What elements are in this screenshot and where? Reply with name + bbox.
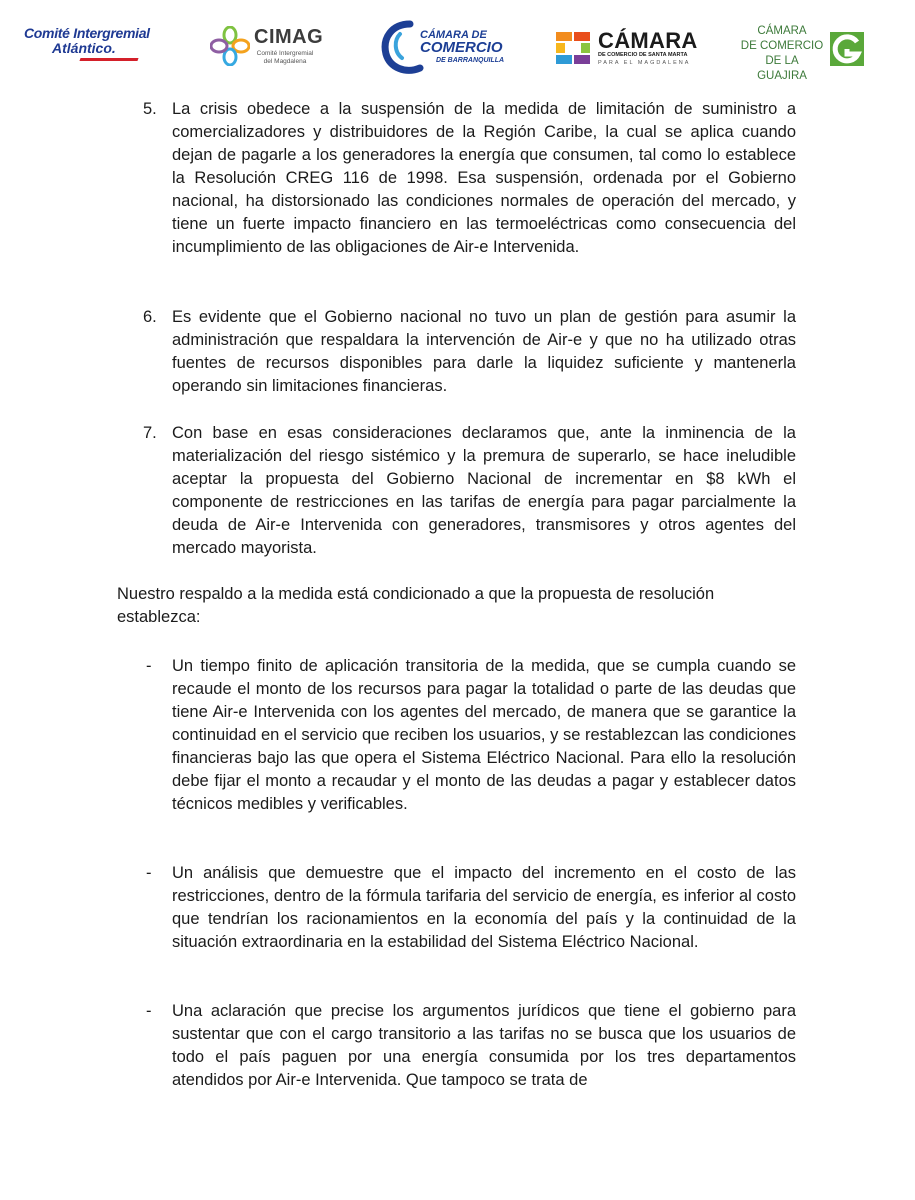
bullet-item-text: Un tiempo finito de aplicación transitoria de la medida, que se cumpla cuando se recaude el monto de los recursos para pagar la totalidad o parte de las deudas que tiene Air-e Intervenida con los agentes del mercado, de manera que se garantice la continuidad en el servicio que reciben los usuarios, y se restablezcan las condiciones financieras bajo las que opera el Sistema Eléctrico Nacional. Para ello la resolución debe fijar el monto a recaudar y el monto de las deudas a pagar y establecer datos técnicos medibles y verificables. bbox=[172, 657, 796, 813]
csm-blocks-icon bbox=[554, 30, 592, 66]
ccb-logo-line2: COMERCIO bbox=[420, 39, 503, 56]
camara-comercio-barranquilla-logo bbox=[380, 20, 510, 76]
bullet-marker: - bbox=[146, 657, 152, 675]
ccb-logo-line3: DE BARRANQUILLA bbox=[436, 57, 505, 64]
bullet-item-text: Una aclaración que precise los argumentos jurídicos que tiene el gobierno para sustentar que con el cargo transitorio a las tarifas no se busca que los usuarios de todo el país paguen por una energía consumida por los tres departamentos atendidos por Air-e Intervenida. Que tampoco se trata de bbox=[172, 1002, 796, 1089]
list-item-number: 7. bbox=[143, 424, 157, 442]
cimag-logo-subtitle: Comité Intergremial del Magdalena bbox=[256, 50, 314, 65]
ccg-logo-line2: DE COMERCIO bbox=[740, 40, 824, 52]
comite-logo-line2: Atlántico. bbox=[52, 40, 116, 56]
comite-logo-line1: Comité Intergremial bbox=[24, 25, 150, 41]
cimag-flower-icon bbox=[210, 26, 250, 66]
list-item-number: 6. bbox=[143, 308, 157, 326]
comite-intergremial-atlantico-logo bbox=[24, 26, 154, 56]
cimag-logo bbox=[210, 24, 350, 70]
bullet-marker: - bbox=[146, 864, 152, 882]
camara-comercio-santa-marta-logo bbox=[554, 28, 698, 70]
ccb-logo-line1: CÁMARA DE bbox=[420, 29, 487, 41]
csm-logo-name: CÁMARA bbox=[598, 28, 698, 53]
list-item-text: La crisis obedece a la suspensión de la medida de limitación de suministro a comercializadores y distribuidores de la Región Caribe, la cual se aplica cuando dejan de pagarle a los generadores la energía que consumen, tal como lo establece la Resolución CREG 116 de 1998. Esa suspensión, ordenada por el Gobierno nacional, ha distorsionado las condiciones normales de operación del mercado, y tiene un fuerte impacto financiero en las termoeléctricas como consecuencia del incumplimiento de las obligaciones de Air-e Intervenida. bbox=[172, 100, 796, 256]
csm-logo-tagline: PARA EL MAGDALENA bbox=[598, 60, 691, 66]
list-item-text: Con base en esas consideraciones declaramos que, ante la inminencia de la materialización del riesgo sistémico y la premura de superarlo, se hace ineludible aceptar la propuesta del Gobierno Nacional de incrementar en $8 kWh el componente de restricciones en las tarifas de energía para pagar parcialmente la deuda de Air-e Intervenida con generadores, transmisores y otros agentes del mercado mayorista. bbox=[172, 424, 796, 557]
ccg-logo-text bbox=[740, 24, 824, 84]
cimag-logo-name: CIMAG bbox=[254, 26, 324, 48]
header-logos bbox=[0, 18, 915, 82]
list-item-text: Es evidente que el Gobierno nacional no tuvo un plan de gestión para asumir la administración que respaldara la intervención de Air-e y que no ha utilizado otras fuentes de recursos disponibles para darle la liquidez suficiente y mantenerla operando sin limitaciones financieras. bbox=[172, 308, 796, 395]
ccg-logo-line1: CÁMARA bbox=[757, 25, 807, 37]
ccg-g-icon bbox=[826, 28, 868, 70]
camara-comercio-guajira-logo bbox=[740, 24, 870, 82]
bullet-marker: - bbox=[146, 1002, 152, 1020]
csm-logo-subtitle: DE COMERCIO DE SANTA MARTA bbox=[598, 52, 688, 58]
comite-logo-underline bbox=[79, 58, 138, 61]
bullet-item-text: Un análisis que demuestre que el impacto del incremento en el costo de las restricciones, dentro de la fórmula tarifaria del servicio de energía, es inferior al costo que tendrían los racionamientos en la economía del país y la continuidad de la situación extraordinaria en la estabilidad del Sistema Eléctrico Nacional. bbox=[172, 864, 796, 951]
ccb-logo-text bbox=[420, 30, 504, 66]
intro-paragraph: Nuestro respaldo a la medida está condicionado a que la propuesta de resolución establezca: bbox=[117, 585, 715, 626]
list-item-number: 5. bbox=[143, 100, 157, 118]
ccg-logo-line3: DE LA GUAJIRA bbox=[757, 55, 807, 82]
